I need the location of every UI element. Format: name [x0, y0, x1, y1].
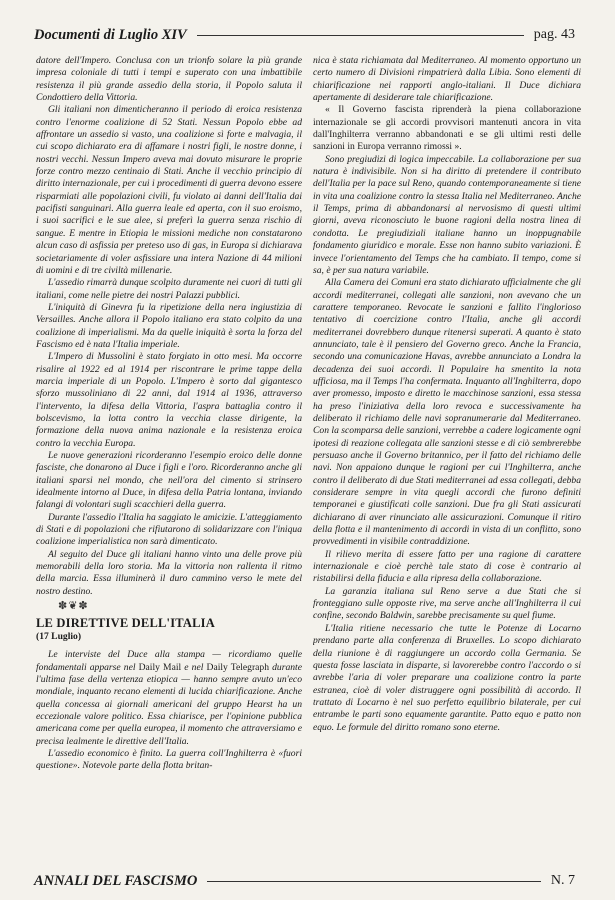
paragraph: L'iniquità di Ginevra fu la ripetizione della nera ingiustizia di Versailles. Anche allora il Popolo italiano era stato colpito da una coalizione di imperialismi. Ma da quelle iniquità è sorta la forza del Fascismo ed è nata l'Italia imperiale.	[36, 301, 302, 350]
footer-rule	[207, 881, 541, 882]
paragraph: nica è stata richiamata dal Mediterraneo. Al momento opportuno un certo numero di Divisioni rimpatrierà dalla Libia. Sono elementi di chiarificazione nei rapporti anglo-italiani. Il Duce dichiara apertamente di desiderare tale chiarificazione.	[313, 55, 581, 104]
paragraph: L'Italia ritiene necessario che tutte le Potenze di Locarno prendano parte alla conferenza di Bruxelles. Lo scopo dichiarato della riunione è di raggiungere un accordo colla Germania. Se questa fosse lasciata in disparte, si lavorerebbe contro l'accordo o si avrebbe l'aria di voler preparare una coalizione contro la parte estranea, cioè di voler distruggere ogni possibilità di accordo. Il trattato di Locarno è nel suo perfetto equilibrio bilaterale, per cui entrambe le parti sono equamente garantite. Patto equo e patto non equo. Le formule del diritto romano sono eterne.	[313, 622, 581, 733]
paragraph: La garanzia italiana sul Reno serve a due Stati che si fronteggiano sulle opposte rive, ma serve anche all'Inghilterra il cui confine, secondo Baldwin, sarebbe precisamente su quel fiume.	[313, 585, 581, 622]
issue-number: N. 7	[550, 873, 575, 888]
paragraph: L'Impero di Mussolini è stato forgiato in otto mesi. Ma occorre risalire al 1922 ed al 1914 per riscontrare le prime tappe della marcia imperiale di un Popolo. L'Impero è sorto dal gigantesco sforzo mussoliniano di 22 anni, dal 1914 al 1936, attraverso l'intervento, la difesa della Vittoria, l'aspra battaglia contro il bolscevismo, la lotta contro la vecchia classe dirigente, la formazione della nuova anima nazionale e la resistenza eroica contro la vecchia Europa.	[36, 351, 302, 449]
text-run: Le interviste del Duce alla stampa — ricordiamo quelle fondamentali apparse nel	[36, 649, 302, 673]
running-header	[34, 24, 575, 46]
newspaper-name: Daily Mail	[138, 661, 182, 673]
newspaper-name: Daily Telegraph	[206, 661, 270, 673]
text-run: durante l'ultima fase della vertenza etiopica — hanno sempre avuto un'eco mondiale, inquanto recano elementi di lucida chiarificazione. Anche quella concessa ai giornali americani del gruppo Hearst ha un eccezionale valore politico. Essa chiarisce, per l'opinione pubblica americana come per quella europea, il momento che attraversiamo e precisa lealmente le direttive dell'Italia.	[36, 661, 302, 747]
paragraph: datore dell'Impero. Conclusa con un trionfo solare la più grande impresa coloniale di tutti i tempi e superato con una imbattibile resistenza il più grande assedio della storia, il Popolo saluta il Condottiero della Vittoria.	[36, 55, 302, 104]
paragraph	[36, 649, 302, 748]
paragraph: Alla Camera dei Comuni era stato dichiarato ufficialmente che gli accordi mediterranei, collegati alle sanzioni, non avevano che un carattere temporaneo. Revocate le sanzioni e fallito l'inglorioso tentativo di coercizione contro l'Italia, anche gli accordi mediterranei dovrebbero dunque ritenersi superati. A quanto è stato annunciato, tale è il pensiero del Governo greco. Anche la Francia, secondo una comunicazione Havas, avrebbe annunciato a Londra la decadenza dei suoi accordi. Il Populaire ha smentito la nota ufficiosa, ma il Temps l'ha confermata. Inquanto all'Inghilterra, dopo aver promesso, imposto e diretto le macchinose sanzioni, essa stessa ha preso l'iniziativa della loro revoca e successivamente ha deliberato il richiamo delle navi sopranumerarie dal Mediterraneo. Con la scomparsa delle sanzioni, verrebbe a cadere logicamente ogni ipotesi di reazione collegata alle sanzioni stesse e di ciò sembrerebbe persuaso anche il Governo britannico, per il fatto del richiamo delle navi. Non appaiono dunque le ragioni per cui l'Inghilterra, anche contro il deliberato di due Stati mediterranei ad essa collegati, debba considerare sempre in vita quegli accordi che furono definiti temporanei e giustificati colle sanzioni. Due fra gli Stati assicurati dichiarano di aver rinunciato alle assicurazioni. Comunque il ritiro della flotta e il mantenimento di accordi in vista di un conflitto, sono provvedimenti in visibile contraddizione.	[313, 277, 581, 548]
text-run: e nel	[181, 661, 207, 673]
paragraph: Gli italiani non dimenticheranno il periodo di eroica resistenza contro l'enorme coalizione di 52 Stati. Nessun Popolo ebbe ad affrontare un assedio si vasto, una coalizione sì forte e malvagia, il cui scopo dichiarato era di affamare i nostri figli, le nostre donne, i nostri vecchi. Nessun Impero aveva mai dovuto misurare le proprie forze contro mezzo centinaio di Stati. Anche il vecchio principio di diritto internazionale, per cui i procedimenti di guerra devono essere risparmiati alle popolazioni civili, fu violato ai danni dell'Italia dai pacifisti sanguinari. Alla guerra leale ed aperta, con il suo eroismo, i suoi sacrifici e le sue alee, si preferì la guerra senza rischio di sangue. E mentre in Etiopia le missioni mediche non constatarono alcun caso di asfissia per preteso uso di gas, in Europa si dichiarava societariamente di voler asfissiare una intera Nazione di 44 milioni di uomini e di tre civiltà millenarie.	[36, 104, 302, 276]
paragraph: Sono pregiudizi di logica impeccabile. La collaborazione per sua natura è indivisibile. Non si ha diritto di pretendere il contributo dell'Italia per la pace sul Reno, quando contemporaneamente si tiene in vita una coalizione contro la stessa Italia nel Mediterraneo. Anche il Temps, prima di abbandonarsi al nervosismo di questi ultimi giorni, aveva riconosciuto le buone ragioni della nostra linea di condotta. Le pregiudiziali italiane hanno un inoppugnabile fondamento giuridico e morale. Esse non hanno subito variazioni. È invece l'orientamento del Temps che ha cambiato. Il tempo, come si sa, è per sua natura variabile.	[313, 153, 581, 276]
section-ornament: ✽❦✽	[58, 600, 89, 613]
paragraph: Durante l'assedio l'Italia ha saggiato le amicizie. L'atteggiamento di Stati e di popolazioni che rifiutarono di solidarizzare con l'iniqua coalizione imperialistica non sarà dimenticato.	[36, 511, 302, 548]
paragraph: Le nuove generazioni ricorderanno l'esempio eroico delle donne fasciste, che donarono al Duce i figli e l'oro. Ricorderanno anche gli italiani sparsi nel mondo, che nell'ora del cimento si strinsero idealmente intorno al Duce, in difesa della Patria lontana, inviando falangi di volontari sugli scacchieri della guerra.	[36, 450, 302, 511]
header-title: Documenti di Luglio XIV	[34, 26, 187, 43]
section-title: LE DIRETTIVE DELL'ITALIA	[36, 616, 215, 631]
paragraph: Il rilievo merita di essere fatto per una ragione di carattere internazionale e cioè perchè tale stato di cose è contrario al ristabilirsi della fiducia e alla ripresa della collaborazione.	[313, 548, 581, 585]
left-column	[36, 55, 302, 855]
footer-title: ANNALI DEL FASCISMO	[34, 872, 198, 889]
right-column	[313, 55, 581, 855]
paragraph: L'assedio rimarrà dunque scolpito duramente nei cuori di tutti gli italiani, come nelle pietre dei nostri Palazzi pubblici.	[36, 277, 302, 301]
running-footer	[34, 871, 575, 891]
paragraph: Al seguito del Duce gli italiani hanno vinto una delle prove più memorabili della loro storia. Ma la vittoria non rallenta il ritmo della marcia. Essa illuminerà il duro cammino verso le mete del nostro destino.	[36, 548, 302, 597]
page-number: pag. 43	[533, 27, 575, 42]
section-date: (17 Luglio)	[36, 630, 82, 642]
header-rule	[197, 35, 524, 36]
quoted-paragraph: « Il Governo fascista riprenderà la piena collaborazione internazionale se gli accordi provvisori mantenuti ancora in vita dall'Inghilterra verranno abbandonati e se gli ultimi resti delle sanzioni in Europa verranno rimossi ».	[313, 104, 581, 153]
paragraph: L'assedio economico è finito. La guerra coll'Inghilterra è «fuori questione». Notevole parte della flotta britan-	[36, 747, 302, 772]
